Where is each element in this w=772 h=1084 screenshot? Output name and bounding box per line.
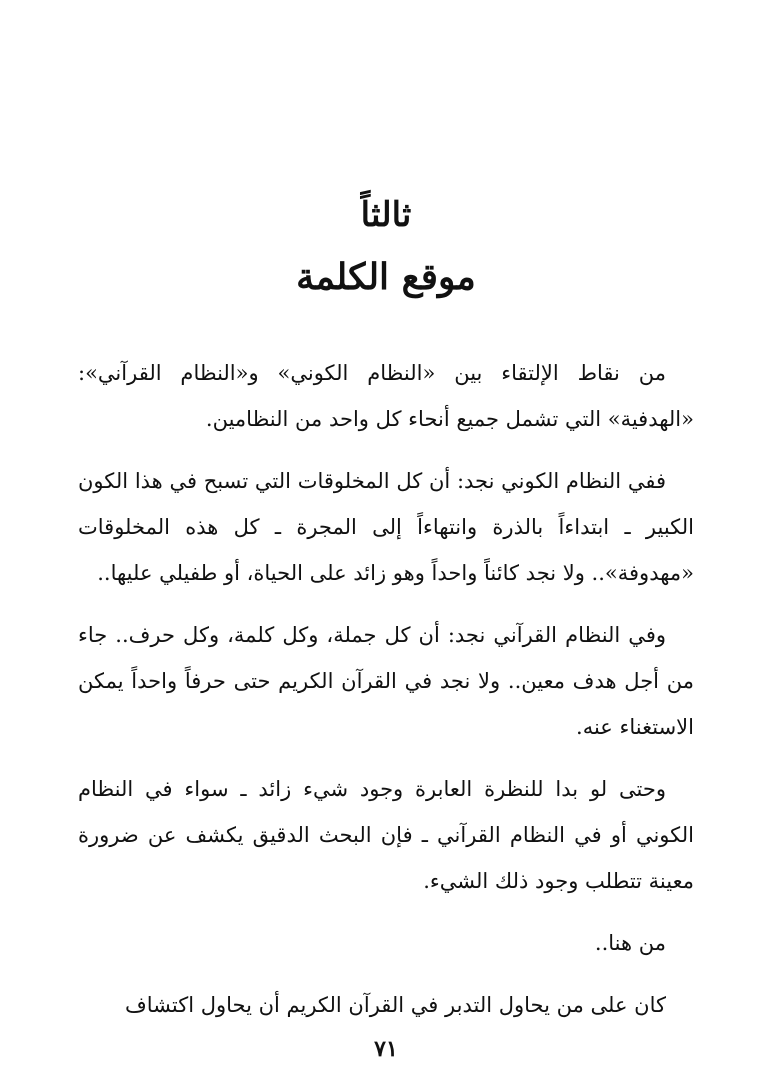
- body-text: [78, 350, 694, 1028]
- paragraph-4: وحتى لو بدا للنظرة العابرة وجود شيء زائد ـ سواء في النظام الكوني أو في النظام القرآني ـ فإن البحث الدقيق يكشف عن ضرورة معينة تتطلب وجود ذلك الشيء.: [78, 777, 694, 893]
- section-number-heading: ثالثاً: [360, 195, 412, 235]
- paragraph-1: من نقاط الإلتقاء بين «النظام الكوني» و«النظام القرآني»: «الهدفية» التي تشمل جميع أنحاء كل واحد من النظامين.: [78, 361, 694, 431]
- paragraph-3: وفي النظام القرآني نجد: أن كل جملة، وكل كلمة، وكل حرف.. جاء من أجل هدف معين.. ولا نجد في القرآن الكريم حتى حرفاً واحداً يمكن الاستغناء عنه.: [78, 623, 694, 739]
- page-number: ٧١: [374, 1036, 398, 1062]
- section-title-heading: موقع الكلمة: [296, 256, 476, 298]
- paragraph-6: كان على من يحاول التدبر في القرآن الكريم أن يحاول اكتشاف: [124, 993, 666, 1017]
- paragraph-2: ففي النظام الكوني نجد: أن كل المخلوقات التي تسبح في هذا الكون الكبير ـ ابتداءاً بالذرة وانتهاءاً إلى المجرة ـ كل هذه المخلوقات «مهدوفة».. ولا نجد كائناً واحداً وهو زائد على الحياة، أو طفيلي عليها..: [78, 469, 694, 585]
- paragraph-5: من هنا..: [594, 931, 666, 955]
